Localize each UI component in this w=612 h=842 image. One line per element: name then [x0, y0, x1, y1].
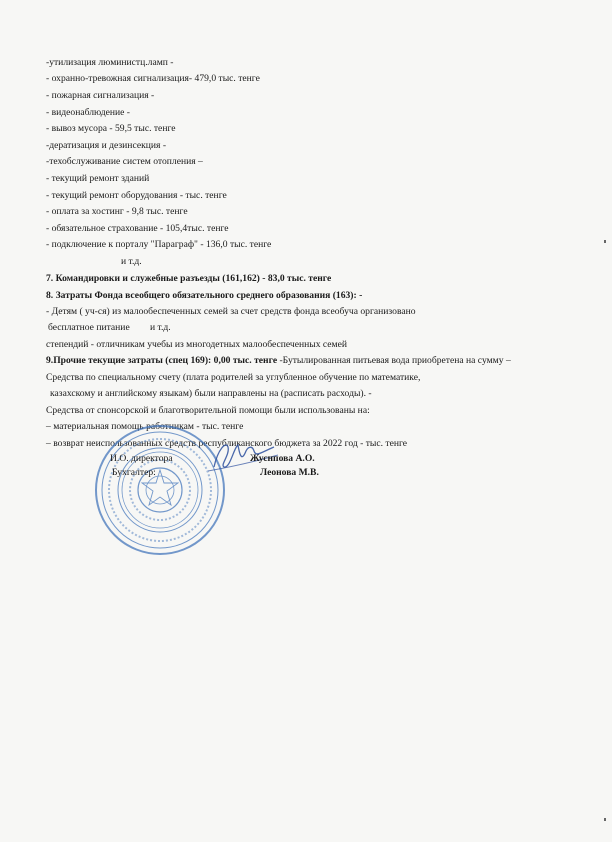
section-9-line	[46, 355, 511, 367]
line-hosting: - оплата за хостинг - 9,8 тыс. тенге	[46, 206, 188, 217]
line-security-alarm: - охранно-тревожная сигнализация- 479,0 тыс. тенге	[46, 73, 260, 84]
line-special-account: Средства по специальному счету (плата родителей за углубленное обучение по математике,	[46, 372, 421, 383]
line-etc: и т.д.	[121, 256, 142, 267]
line-free-meals-etc: и т.д.	[150, 322, 171, 333]
line-deratization: -дератизация и дезинсекция -	[46, 140, 167, 151]
line-garbage: - вывоз мусора - 59,5 тыс. тенге	[46, 123, 176, 134]
accountant-name: Леонова М.В.	[260, 467, 319, 478]
line-building-repair: - текущий ремонт зданий	[46, 173, 150, 184]
section-8-heading: 8. Затраты Фонда всеобщего обязательного среднего образования (163): -	[46, 290, 363, 301]
line-free-meals: бесплатное питание	[48, 322, 130, 333]
section-7-heading: 7. Командировки и служебные разъезды (161,162) - 83,0 тыс. тенге	[46, 273, 332, 284]
line-children-fund: - Детям ( уч-ся) из малообеспеченных семей за счет средств фонда всеобуча организовано	[46, 306, 416, 317]
section-9-water: -Бутылированная питьевая вода приобретена на сумму –	[277, 355, 511, 366]
scan-edge-mark	[604, 818, 606, 821]
director-title: И.О. директора	[110, 453, 173, 464]
line-stipends: степендий - отличникам учебы из многодетных малообеспеченных семей	[46, 339, 347, 350]
line-material-aid: – материальная помощь работникам - тыс. тенге	[46, 421, 244, 432]
section-9-heading: 9.Прочие текущие затраты (спец 169): 0,00 тыс. тенге	[46, 355, 278, 366]
line-budget-return: – возврат неиспользованных средств республиканского бюджета за 2022 год - тыс. тенге	[46, 438, 408, 449]
accountant-title: Бухгалтер:	[112, 467, 156, 478]
line-sponsorship: Средства от спонсорской и благотворительной помощи были использованы на:	[46, 405, 370, 416]
director-name: Жуснпова А.О.	[250, 453, 315, 464]
scan-edge-mark	[604, 240, 606, 243]
line-light-utilization: -утилизация люминистц.ламп -	[46, 57, 174, 68]
line-paragraph-portal: - подключение к порталу "Параграф" - 136,0 тыс. тенге	[46, 239, 272, 250]
line-fire-alarm: - пожарная сигнализация -	[46, 90, 155, 101]
line-languages: казахскому и английскому языкам) были направлены на (расписать расходы). -	[50, 388, 372, 399]
line-heating-maintenance: -техобслуживание систем отопления –	[46, 156, 203, 167]
line-insurance: - обязательное страхование - 105,4тыс. тенге	[46, 223, 229, 234]
line-video-surveillance: - видеонаблюдение -	[46, 107, 130, 118]
line-equipment-repair: - текущий ремонт оборудования - тыс. тенге	[46, 190, 227, 201]
